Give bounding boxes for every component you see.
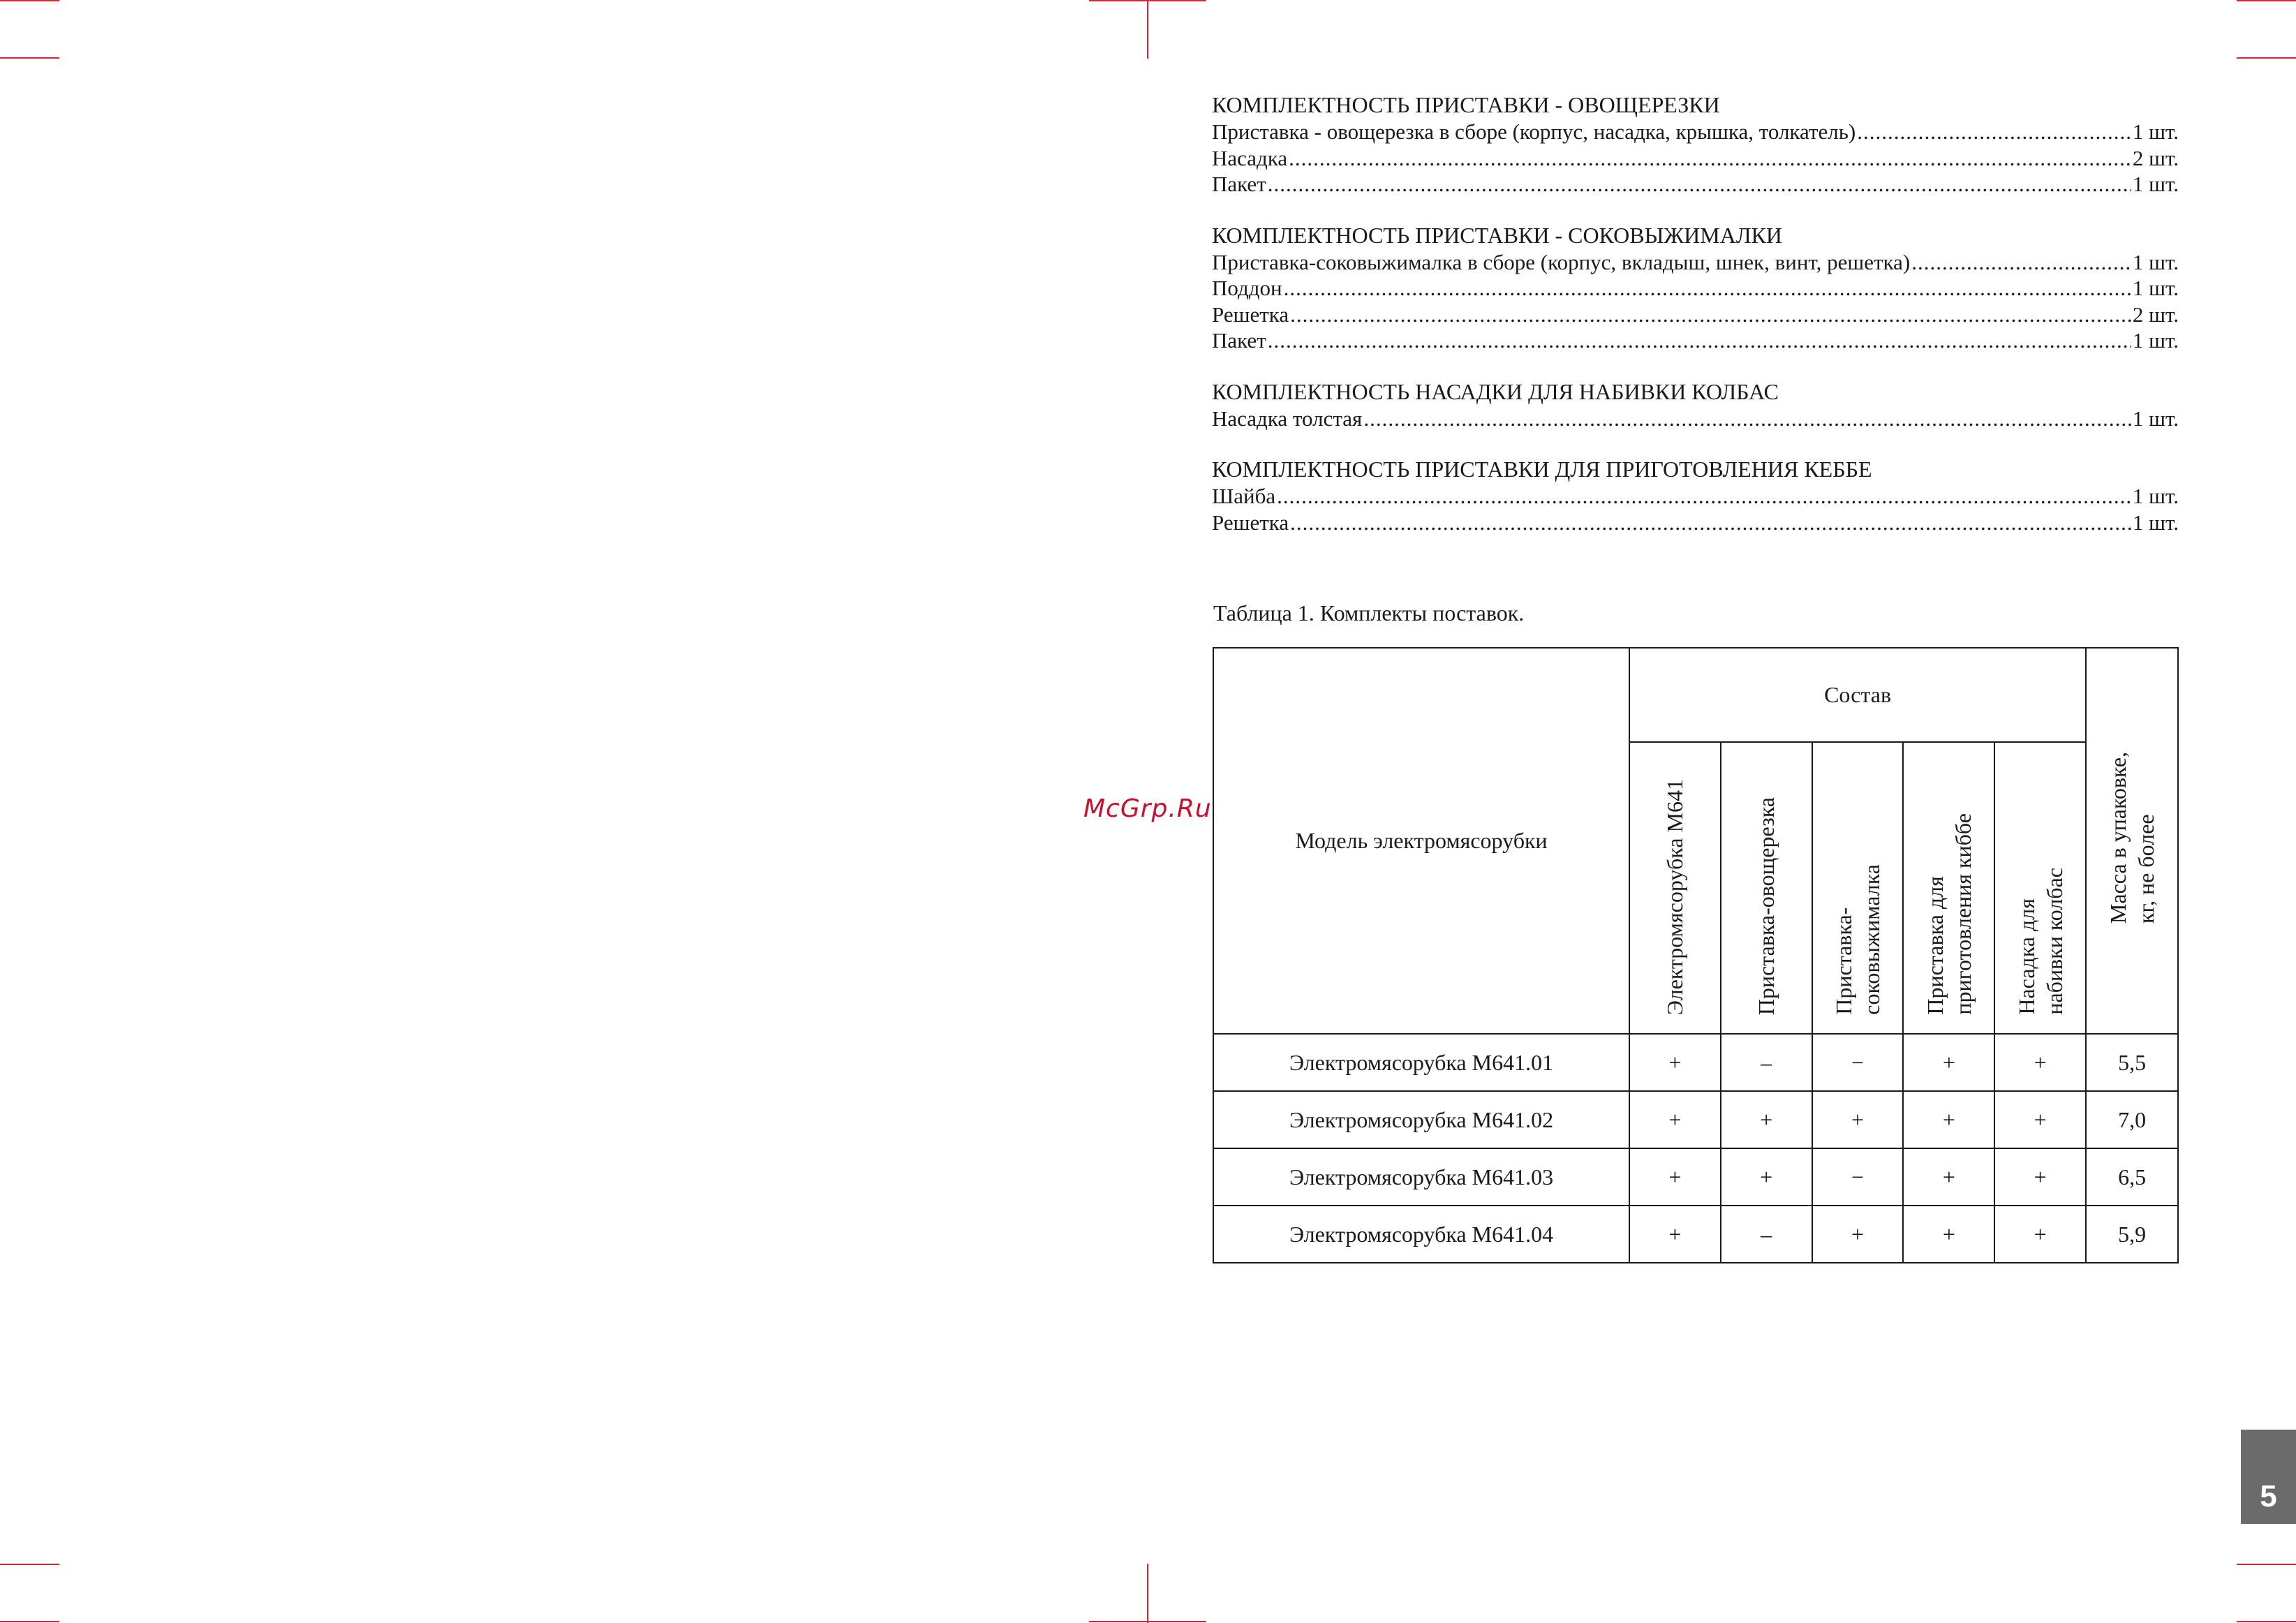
model-header: Модель электромясорубки — [1213, 648, 1629, 1034]
kit-item-qty: 1 шт. — [2132, 406, 2179, 431]
kit-section — [1212, 221, 2179, 354]
dot-leader — [1268, 327, 2131, 354]
kit-item — [1212, 510, 2179, 536]
kit-item-qty: 1 шт. — [2132, 510, 2179, 535]
mass-cell: 7,0 — [2086, 1091, 2178, 1148]
component-cell: + — [1629, 1206, 1721, 1263]
component-cell: − — [1812, 1034, 1904, 1091]
crop-mark — [0, 0, 59, 1]
table-caption: Таблица 1. Комплекты поставок. — [1213, 600, 1525, 625]
mass-cell: 6,5 — [2086, 1148, 2178, 1206]
column-header — [1721, 742, 1812, 1034]
dot-leader — [1289, 145, 2131, 172]
component-cell: + — [1994, 1206, 2086, 1263]
dot-leader — [1284, 275, 2131, 302]
column-header-text: Электромясорубка М641 — [1662, 778, 1688, 1015]
kit-item — [1212, 406, 2179, 432]
kit-item-qty: 2 шт. — [2132, 302, 2179, 327]
model-cell: Электромясорубка М641.01 — [1213, 1034, 1629, 1091]
dot-leader — [1277, 483, 2131, 510]
mass-cell: 5,5 — [2086, 1034, 2178, 1091]
crop-mark — [2237, 1564, 2296, 1565]
model-cell: Электромясорубка М641.02 — [1213, 1091, 1629, 1148]
dot-leader — [1268, 171, 2131, 198]
section-title: КОМПЛЕКТНОСТЬ ПРИСТАВКИ - ОВОЩЕРЕЗКИ — [1212, 92, 1720, 117]
component-cell: + — [1721, 1091, 1812, 1148]
kit-item — [1212, 327, 2179, 354]
component-cell: + — [1629, 1148, 1721, 1206]
model-cell: Электромясорубка М641.03 — [1213, 1148, 1629, 1206]
kit-item-name: Приставка-соковыжималка в сборе (корпус, вкладыш, шнек, винт, решетка) — [1212, 249, 1911, 274]
kit-item-name: Решетка — [1212, 510, 1289, 535]
kit-item-qty: 1 шт. — [2132, 119, 2179, 144]
component-cell: + — [1994, 1091, 2086, 1148]
dot-leader — [1911, 249, 2131, 276]
kit-item-qty: 1 шт. — [2132, 328, 2179, 353]
component-cell: – — [1721, 1206, 1812, 1263]
mass-header — [2086, 648, 2178, 1034]
kit-item-name: Насадка толстая — [1212, 406, 1363, 431]
kit-item — [1212, 171, 2179, 198]
component-cell: + — [1903, 1206, 1994, 1263]
kit-item — [1212, 302, 2179, 328]
column-header — [1994, 742, 2086, 1034]
kit-section — [1212, 91, 2179, 198]
kit-section — [1212, 378, 2179, 432]
section-title: КОМПЛЕКТНОСТЬ ПРИСТАВКИ ДЛЯ ПРИГОТОВЛЕНИЯ КЕББЕ — [1212, 457, 1872, 482]
column-header-text: Приставка- соковыжималка — [1830, 864, 1884, 1015]
section-title: КОМПЛЕКТНОСТЬ НАСАДКИ ДЛЯ НАБИВКИ КОЛБАС — [1212, 378, 1779, 404]
column-header-text: Приставка-овощерезка — [1754, 796, 1779, 1015]
kit-item-name: Решетка — [1212, 302, 1289, 327]
crop-mark — [0, 1564, 59, 1565]
column-header — [1629, 742, 1721, 1034]
table-row — [1213, 1148, 2178, 1206]
kit-item-name: Приставка - овощерезка в сборе (корпус, насадка, крышка, толкатель) — [1212, 119, 1856, 144]
crop-mark — [1089, 0, 1206, 1]
component-cell: – — [1721, 1034, 1812, 1091]
column-header — [1812, 742, 1904, 1034]
kit-item-qty: 2 шт. — [2132, 145, 2179, 170]
crop-mark — [0, 57, 59, 59]
crop-mark — [2237, 57, 2296, 59]
dot-leader — [1290, 302, 2131, 328]
crop-mark — [1147, 0, 1148, 59]
kit-contents — [1212, 91, 2179, 559]
kit-item — [1212, 483, 2179, 510]
component-cell: + — [1903, 1034, 1994, 1091]
component-cell: + — [1721, 1148, 1812, 1206]
component-cell: + — [1629, 1091, 1721, 1148]
kit-item — [1212, 145, 2179, 172]
table-row — [1213, 1034, 2178, 1091]
kit-table — [1213, 647, 2179, 1263]
component-cell: + — [1994, 1148, 2086, 1206]
mass-cell: 5,9 — [2086, 1206, 2178, 1263]
component-cell: + — [1903, 1148, 1994, 1206]
model-cell: Электромясорубка М641.04 — [1213, 1206, 1629, 1263]
kit-item-qty: 1 шт. — [2132, 249, 2179, 274]
crop-mark — [2237, 0, 2296, 1]
component-cell: + — [1629, 1034, 1721, 1091]
mass-header-text: Масса в упаковке, кг, не более — [2105, 752, 2159, 924]
component-cell: + — [1903, 1091, 1994, 1148]
kit-item-name: Пакет — [1212, 328, 1266, 353]
kit-item — [1212, 249, 2179, 276]
column-header — [1903, 742, 1994, 1034]
component-cell: − — [1812, 1148, 1904, 1206]
kit-item-qty: 1 шт. — [2132, 172, 2179, 196]
dot-leader — [1290, 510, 2131, 536]
page-number: 5 — [2241, 1430, 2296, 1524]
component-cell: + — [1812, 1206, 1904, 1263]
dot-leader — [1857, 119, 2131, 145]
column-header-text: Приставка для приготовления киббе — [1922, 813, 1976, 1015]
watermark: McGrp.Ru — [1083, 794, 1212, 823]
kit-item-name: Шайба — [1212, 484, 1276, 508]
crop-mark — [2237, 1621, 2296, 1622]
crop-mark — [1147, 1564, 1148, 1623]
crop-mark — [0, 1621, 59, 1622]
component-cell: + — [1812, 1091, 1904, 1148]
crop-mark — [1089, 1621, 1206, 1622]
dot-leader — [1363, 406, 2131, 432]
component-cell: + — [1994, 1034, 2086, 1091]
kit-item — [1212, 119, 2179, 145]
kit-item-qty: 1 шт. — [2132, 276, 2179, 300]
kit-item-name: Насадка — [1212, 145, 1288, 170]
kit-section — [1212, 455, 2179, 535]
table-row — [1213, 1091, 2178, 1148]
table-row — [1213, 1206, 2178, 1263]
group-header: Состав — [1629, 648, 2086, 742]
kit-item-name: Пакет — [1212, 172, 1266, 196]
kit-item-name: Поддон — [1212, 276, 1282, 300]
kit-item-qty: 1 шт. — [2132, 484, 2179, 508]
column-header-text: Насадка для набивки колбас — [2013, 868, 2067, 1015]
section-title: КОМПЛЕКТНОСТЬ ПРИСТАВКИ - СОКОВЫЖИМАЛКИ — [1212, 222, 1782, 248]
kit-item — [1212, 275, 2179, 302]
